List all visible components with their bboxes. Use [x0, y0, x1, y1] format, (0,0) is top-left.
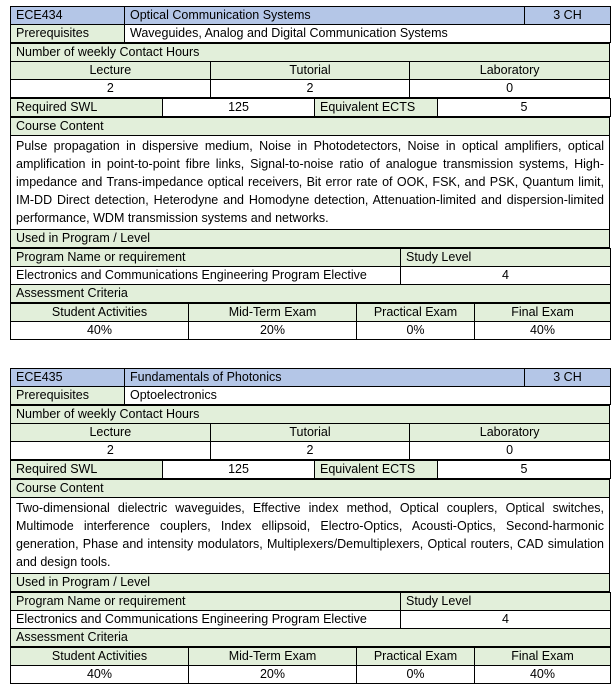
midterm-value: 20%: [189, 322, 357, 340]
final-label: Final Exam: [475, 648, 611, 666]
swl-value: 125: [163, 99, 315, 117]
assessment-table: [10, 303, 611, 340]
prerequisites-row: [11, 387, 611, 405]
tutorial-hours: 2: [210, 80, 410, 98]
swl-label: Required SWL: [11, 461, 163, 479]
course-header-row: [11, 369, 611, 387]
contact-hours-table: [10, 405, 610, 460]
tutorial-label: Tutorial: [210, 424, 410, 442]
used-in-program-label: Used in Program / Level: [11, 574, 610, 592]
credit-hours: 3 CH: [525, 7, 611, 25]
midterm-value: 20%: [189, 666, 357, 684]
course-title-table: [10, 6, 611, 43]
program-name: Electronics and Communications Engineering Program Elective: [11, 611, 401, 629]
used-in-program-label: Used in Program / Level: [11, 230, 610, 248]
ects-value: 5: [438, 461, 611, 479]
student-activities-value: 40%: [11, 666, 189, 684]
prerequisites-label: Prerequisites: [11, 25, 125, 43]
student-activities-label: Student Activities: [11, 304, 189, 322]
prerequisites-value: Waveguides, Analog and Digital Communication Systems: [125, 25, 611, 43]
final-value: 40%: [475, 666, 611, 684]
tutorial-hours: 2: [210, 442, 410, 460]
study-level-label: Study Level: [401, 593, 611, 611]
course-content-text: Two-dimensional dielectric waveguides, Effective index method, Optical couplers, Optical switches, Multimode interference couplers, Index ellipsoid, Electro-Optics, Acousti-Optics, Second-harmonic generation, Phase and intensity modulators, Multiplexers/Demultiplexers, Optical routers, CAD simulation and design tools.: [16, 501, 604, 569]
program-table: [10, 592, 611, 647]
practical-label: Practical Exam: [357, 304, 475, 322]
study-level-label: Study Level: [401, 249, 611, 267]
assessment-table: [10, 647, 611, 684]
program-name-label: Program Name or requirement: [11, 593, 401, 611]
student-activities-label: Student Activities: [11, 648, 189, 666]
practical-value: 0%: [357, 322, 475, 340]
course-content-label: Course Content: [11, 480, 610, 498]
study-level: 4: [401, 267, 611, 285]
student-activities-value: 40%: [11, 322, 189, 340]
midterm-label: Mid-Term Exam: [189, 648, 357, 666]
practical-value: 0%: [357, 666, 475, 684]
tutorial-label: Tutorial: [210, 62, 410, 80]
course-content-label: Course Content: [11, 118, 610, 136]
course-code: ECE435: [11, 369, 125, 387]
practical-label: Practical Exam: [357, 648, 475, 666]
assessment-criteria-label: Assessment Criteria: [11, 285, 611, 303]
program-table: [10, 248, 611, 303]
credit-hours: 3 CH: [525, 369, 611, 387]
ects-label: Equivalent ECTS: [315, 461, 438, 479]
laboratory-hours: 0: [410, 80, 610, 98]
ects-value: 5: [438, 99, 611, 117]
program-name-label: Program Name or requirement: [11, 249, 401, 267]
assessment-criteria-label: Assessment Criteria: [11, 629, 611, 647]
prerequisites-row: [11, 25, 611, 43]
course-card-ece434: [10, 6, 610, 340]
swl-table: [10, 98, 611, 117]
prerequisites-value: Optoelectronics: [125, 387, 611, 405]
course-header-row: [11, 7, 611, 25]
program-name: Electronics and Communications Engineering Program Elective: [11, 267, 401, 285]
course-title: Fundamentals of Photonics: [125, 369, 525, 387]
course-card-ece435: [10, 368, 610, 684]
lecture-label: Lecture: [11, 62, 211, 80]
course-code: ECE434: [11, 7, 125, 25]
study-level: 4: [401, 611, 611, 629]
contact-hours-table: [10, 43, 610, 98]
swl-label: Required SWL: [11, 99, 163, 117]
lecture-hours: 2: [11, 442, 211, 460]
final-value: 40%: [475, 322, 611, 340]
swl-value: 125: [163, 461, 315, 479]
ects-label: Equivalent ECTS: [315, 99, 438, 117]
laboratory-label: Laboratory: [410, 424, 610, 442]
course-content-text: Pulse propagation in dispersive medium, Noise in Photodetectors, Noise in optical amplifiers, optical amplification in point-to-point fibre links, Signal-to-noise ratio of analogue transmission systems, High-impedance and Trans-impedance optical receivers, Bit error rate of OOK, FSK, and PSK, Quantum limit, IM-DD Direct detection, Heterodyne and Homodyne detection, Attenuation-limited and dispersion-limited performance, WDM transmission systems and networks.: [16, 139, 604, 225]
lecture-label: Lecture: [11, 424, 211, 442]
course-title: Optical Communication Systems: [125, 7, 525, 25]
contact-hours-label: Number of weekly Contact Hours: [11, 406, 610, 424]
laboratory-label: Laboratory: [410, 62, 610, 80]
swl-table: [10, 460, 611, 479]
course-title-table: [10, 368, 611, 405]
prerequisites-label: Prerequisites: [11, 387, 125, 405]
lecture-hours: 2: [11, 80, 211, 98]
laboratory-hours: 0: [410, 442, 610, 460]
content-table: [10, 479, 610, 592]
content-table: [10, 117, 610, 248]
midterm-label: Mid-Term Exam: [189, 304, 357, 322]
contact-hours-label: Number of weekly Contact Hours: [11, 44, 610, 62]
final-label: Final Exam: [475, 304, 611, 322]
